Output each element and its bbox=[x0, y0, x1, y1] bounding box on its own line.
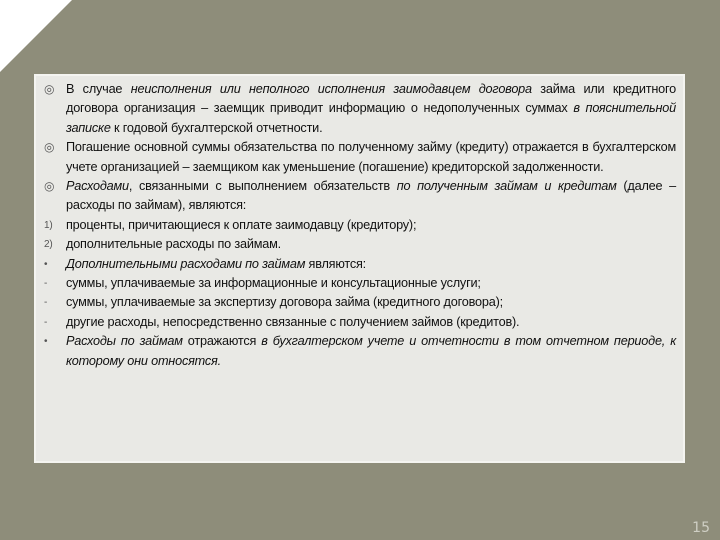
item-text: Погашение основной суммы обязательства по полученному займу (кредиту) отражается в бухгалтерском учете организацией – заемщиком как уменьшение (погашение) кредиторской задолженности. bbox=[66, 140, 676, 174]
dash-marker: - bbox=[44, 316, 48, 328]
item-text: другие расходы, непосредственно связанные с получением займов (кредитов). bbox=[66, 314, 520, 329]
slide-content bbox=[44, 80, 676, 371]
item-text: суммы, уплачиваемые за экспертизу договора займа (кредитного договора); bbox=[66, 295, 503, 310]
bullet-marker: ◎ bbox=[44, 140, 55, 155]
corner-decoration bbox=[0, 0, 72, 72]
number-marker: 2) bbox=[44, 239, 53, 251]
dash-marker: - bbox=[44, 278, 48, 290]
item-text: Расходами, связанными с выполнением обязательств по полученным займам и кредитам (далее – расходы по займам), являются: bbox=[66, 179, 676, 213]
list-item bbox=[44, 177, 676, 216]
bullet-marker: • bbox=[44, 258, 48, 270]
dash-marker: - bbox=[44, 297, 48, 309]
bullet-marker: ◎ bbox=[44, 82, 55, 96]
list-item bbox=[44, 332, 676, 371]
number-marker: 1) bbox=[44, 219, 53, 231]
item-text: дополнительные расходы по займам. bbox=[66, 237, 281, 252]
item-text: суммы, уплачиваемые за информационные и консультационные услуги; bbox=[66, 276, 481, 291]
list-item bbox=[44, 235, 676, 254]
item-text: Расходы по займам отражаются в бухгалтерском учете и отчетности в том отчетном периоде, к которому они относятся. bbox=[66, 334, 676, 368]
list-item bbox=[44, 138, 676, 177]
list-item bbox=[44, 313, 676, 332]
bullet-marker: • bbox=[44, 336, 48, 348]
item-text: В случае неисполнения или неполного исполнения заимодавцем договора займа или кредитного договора организация – заемщик приводит информацию о недополученных суммах в пояснительной записке к годовой бухгалтерской отчетности. bbox=[66, 82, 676, 135]
bullet-marker: ◎ bbox=[44, 179, 55, 194]
page-number: 15 bbox=[692, 520, 710, 536]
list-item bbox=[44, 293, 676, 312]
list-item bbox=[44, 274, 676, 293]
item-text: Дополнительными расходами по займам являются: bbox=[66, 256, 366, 271]
item-text: проценты, причитающиеся к оплате заимодавцу (кредитору); bbox=[66, 217, 417, 232]
list-item bbox=[44, 255, 676, 274]
list-item bbox=[44, 80, 676, 138]
list-item bbox=[44, 216, 676, 235]
